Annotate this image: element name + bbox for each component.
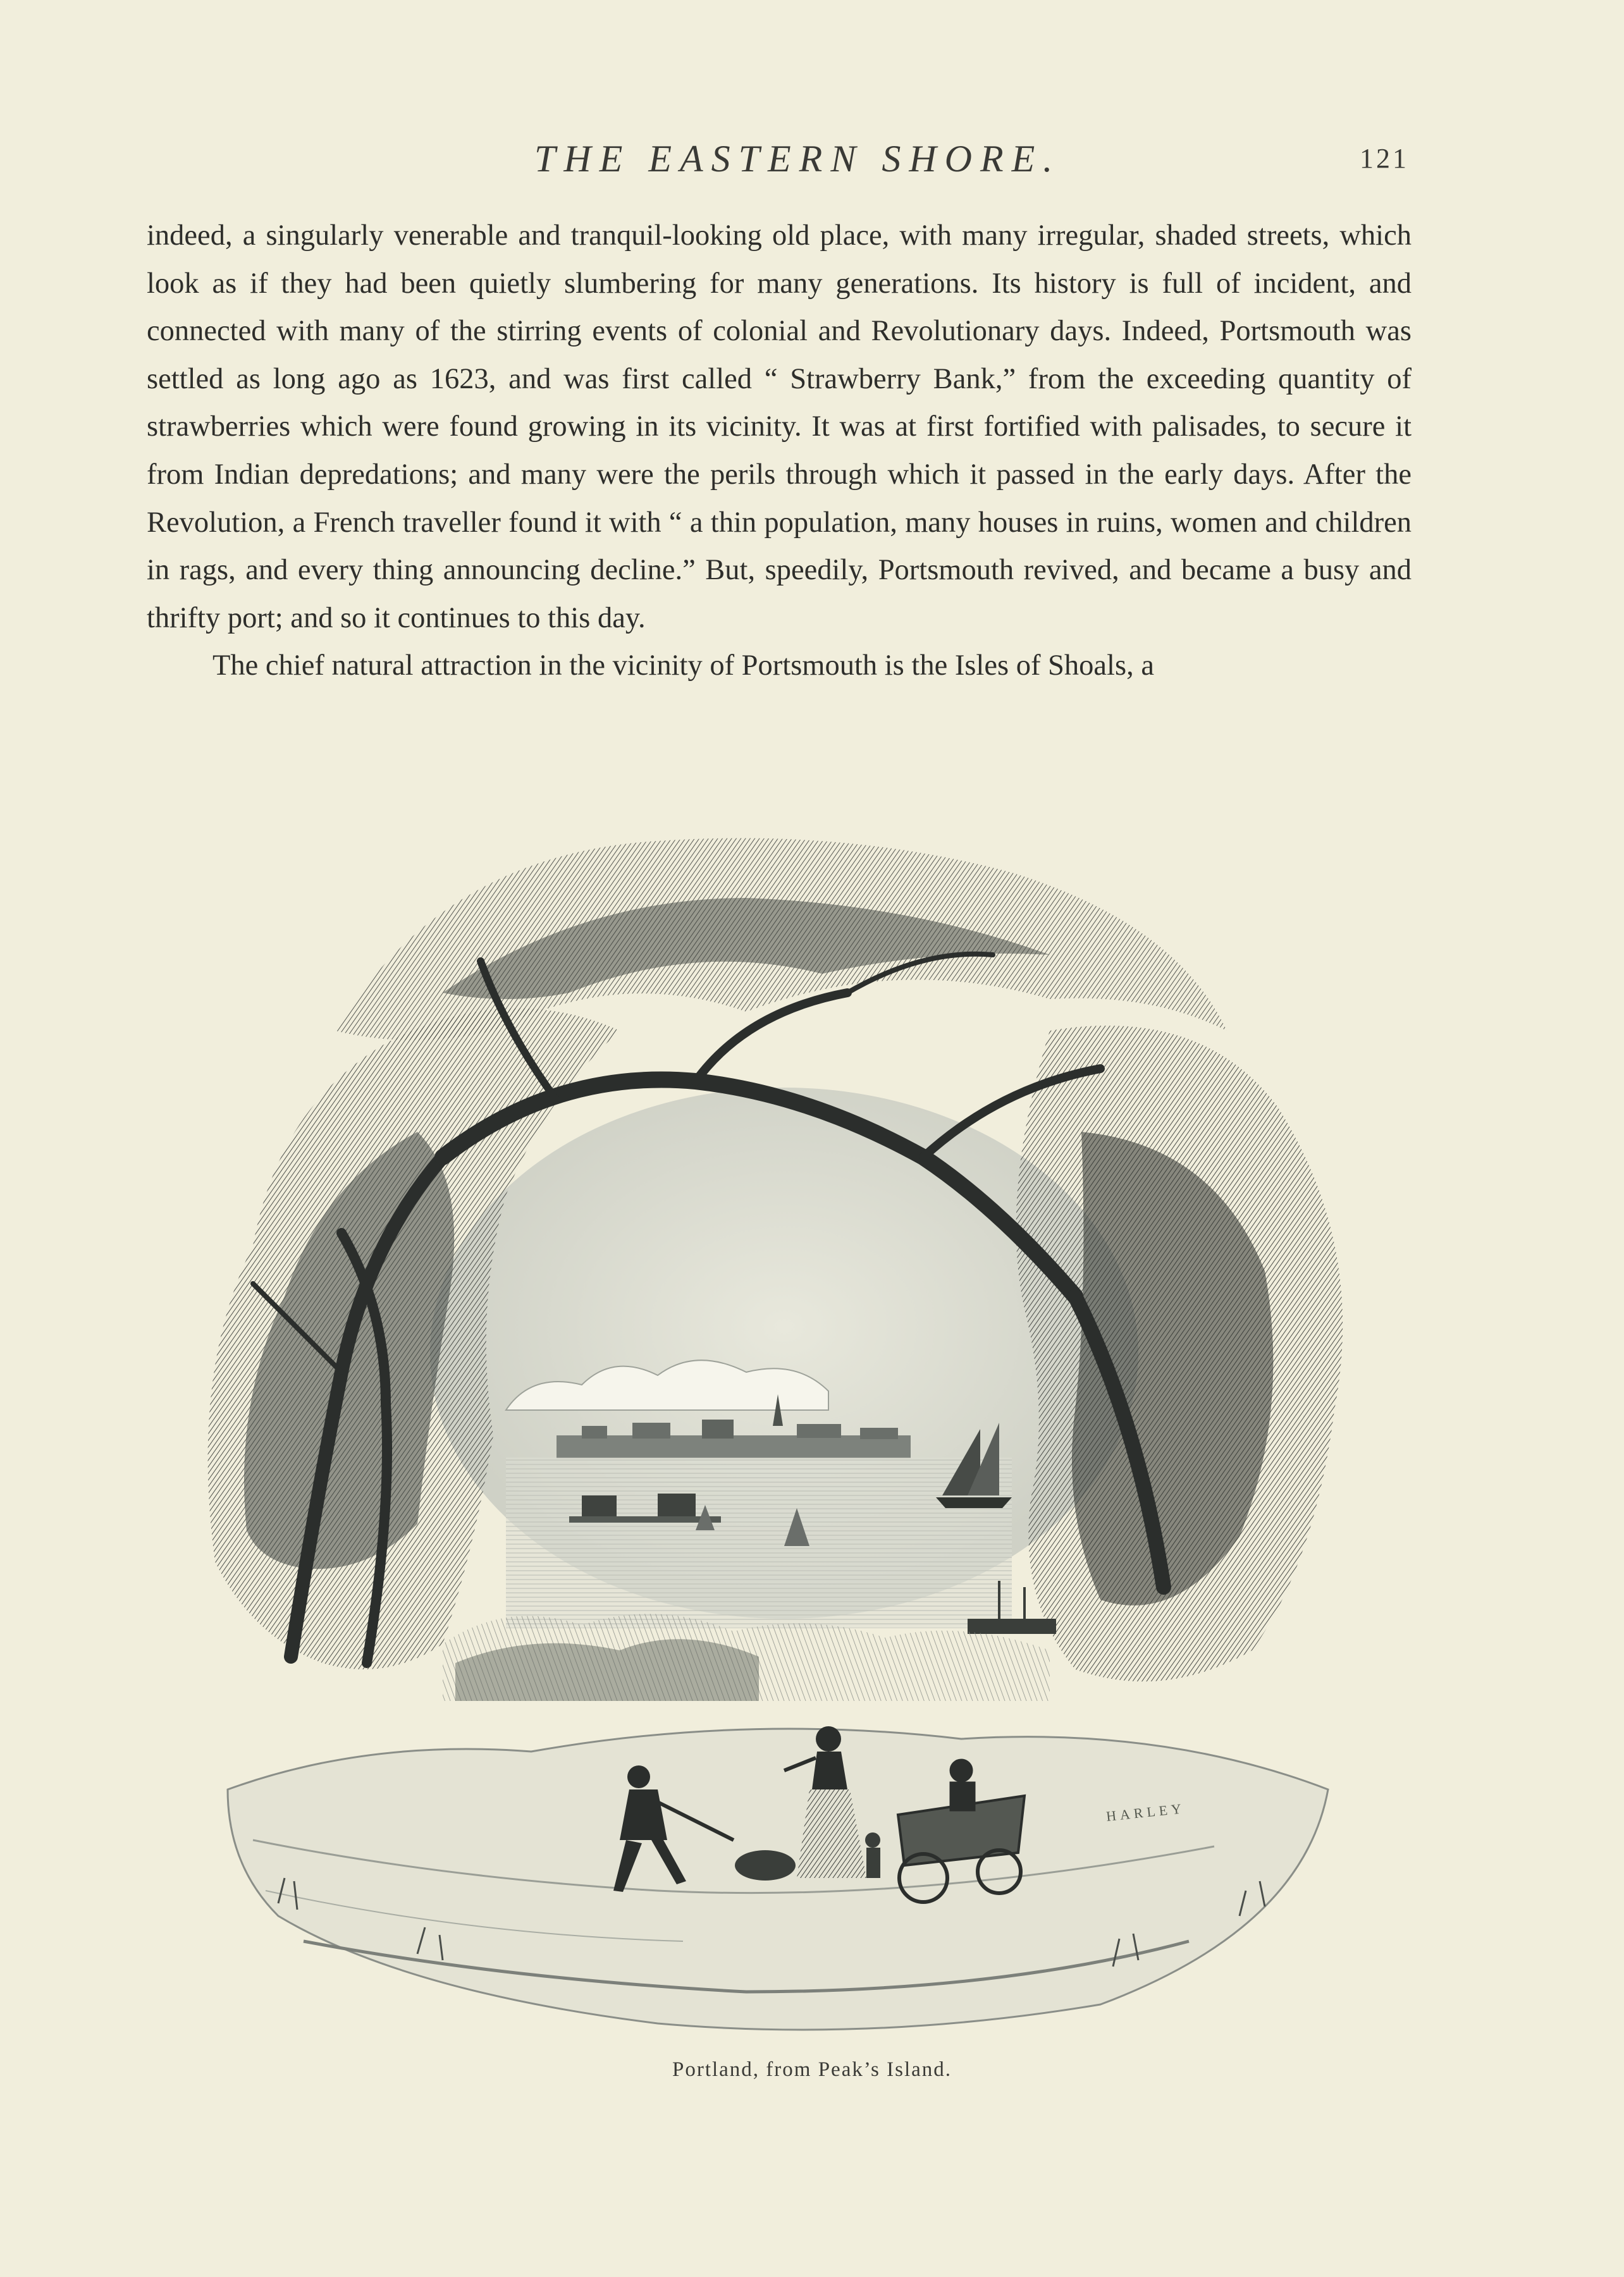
- ground-path: [228, 1729, 1328, 2030]
- paragraph: The chief natural attraction in the vicinity of Portsmouth is the Isles of Shoals, a: [212, 649, 1154, 682]
- engraving-illustration: [177, 803, 1391, 2042]
- figure-dog: [735, 1850, 796, 1881]
- figure-child: [865, 1832, 880, 1878]
- running-title: THE EASTERN SHORE.: [534, 138, 1061, 180]
- page-number: 121: [1360, 143, 1409, 174]
- figure-caption: Portland, from Peak’s Island.: [672, 2058, 952, 2081]
- body-text: [147, 212, 1412, 690]
- paragraph: indeed, a singularly venerable and tranquil-looking old place, with many irregular, shaded streets, which look as if they had been quietly slumbering for many generations. Its history is full of incident, and connected with many of the stirring events of colonial and Revolutionary days. Indeed, Portsmouth was settled as long ago as 1623, and was first called “ Strawberry Bank,” from the exceeding quantity of strawberries which were found growing in its vicinity. It was at first fortified with palisades, to secure it from Indian depredations; and many were the perils through which it passed in the early days. After the Revolution, a French traveller found it with “ a thin population, many houses in ruins, women and children in rags, and every thing announcing decline.” But, speedily, Portsmouth revived, and became a busy and thrifty port; and so it continues to this day.: [147, 219, 1412, 634]
- engraving-artwork: [177, 803, 1391, 2042]
- engraver-signature: HARLEY: [1105, 1800, 1186, 1824]
- running-head: [0, 130, 1624, 180]
